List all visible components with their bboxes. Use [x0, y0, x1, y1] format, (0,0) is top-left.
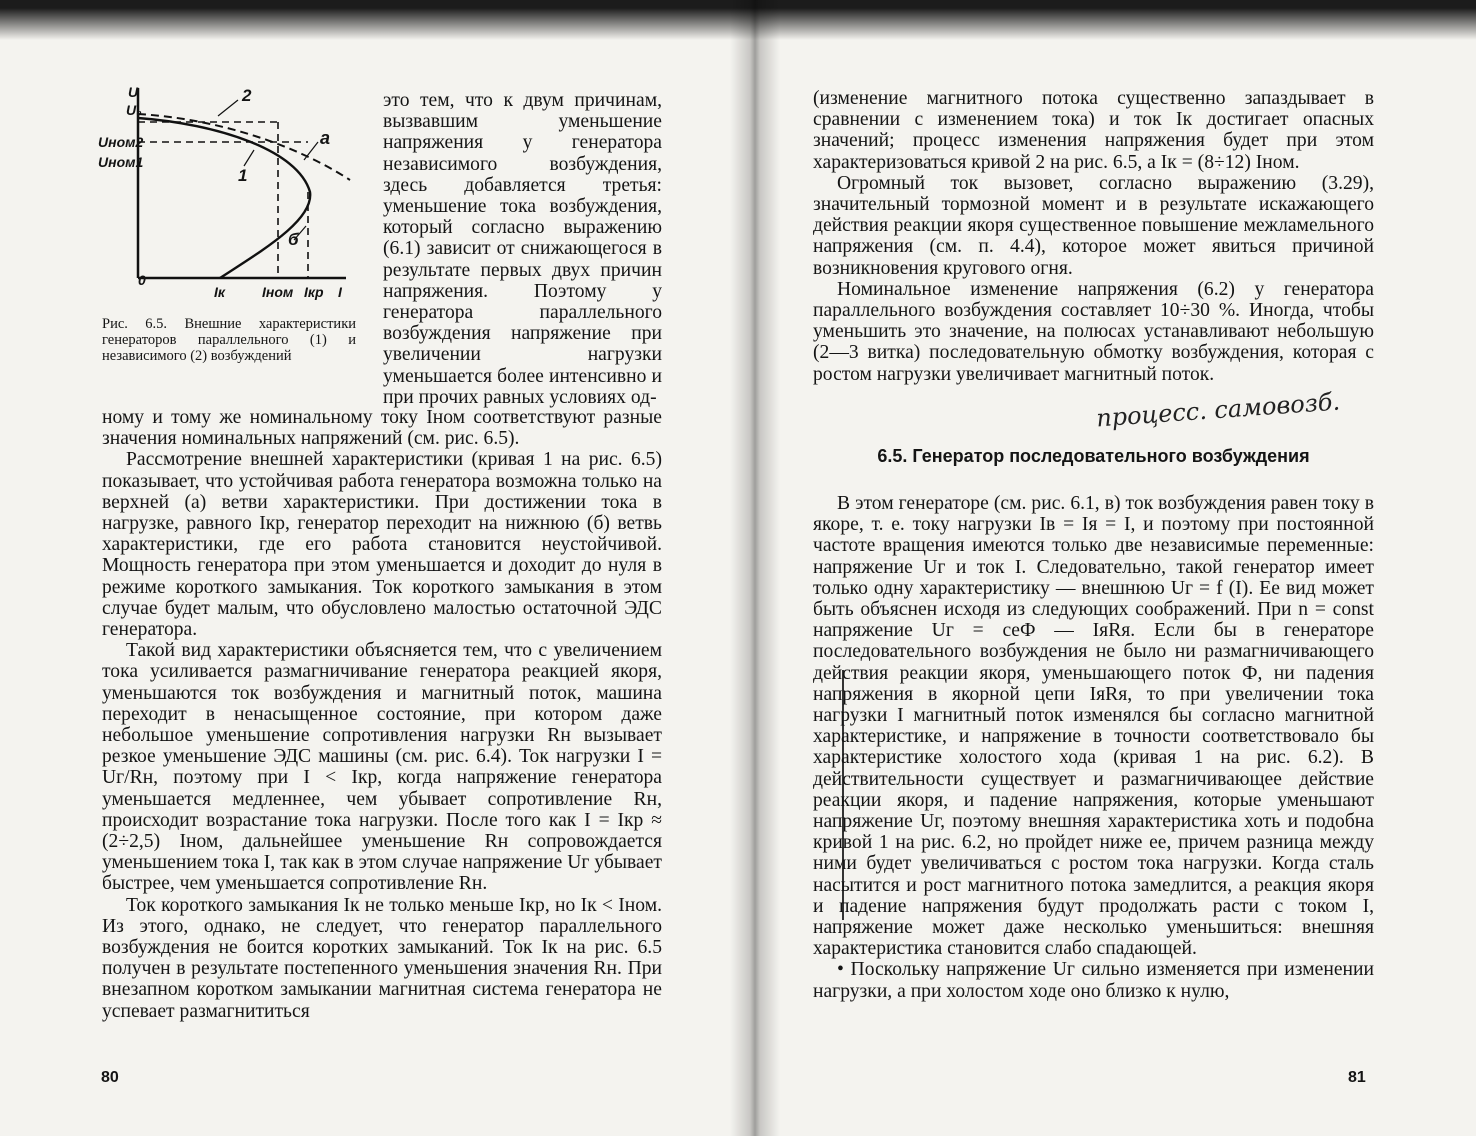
paragraph: Ток короткого замыкания Iк не только меньше Iкр, но Iк < Iном. Из этого, однако, не следует, что генератор параллельного возбуждения не боится коротких замыканий. Ток Iк на рис. 6.5 получен в результате постепенного уменьшения значения Rн. При внезапном коротком замыкании магнитная система генератора не успевает размагнититься — [102, 894, 662, 1022]
right-page — [770, 0, 1476, 1136]
x-axis-label-i: I — [338, 284, 342, 300]
label-1-pointer — [244, 150, 254, 166]
handwritten-note: процесс. самовозб. — [1095, 387, 1341, 433]
paragraph: • Поскольку напряжение Uг сильно изменяется при изменении нагрузки, а при холостом ходе оно близко к нулю, — [813, 959, 1374, 1002]
figure-caption: Рис. 6.5. Внешние характеристики генераторов параллельного (1) и независимого (2) возбуждений — [102, 316, 356, 364]
paragraph: это тем, что к двум причинам, вызвавшим уменьшение напряжения у генератора независимого возбуждения, здесь добавляется третья: уменьшение тока возбуждения, который согласно выражению (6.1) зависит от снижающегося в результате первых двух причин напряжения. Поэтому у генератора параллельного возбуждения напряжение при увеличении нагрузки уменьшается более интенсивно и при прочих равных условиях од- — [383, 90, 662, 408]
y-axis-label-u: U — [128, 84, 139, 100]
page-number: 80 — [101, 1069, 119, 1086]
wide-column-text — [102, 407, 662, 1022]
paragraph: ному и тому же номинальному току Iном соответствуют разные значения номинальных напряжений (см. рис. 6.5). — [102, 407, 662, 450]
branch-label-a: a — [320, 128, 331, 148]
paragraph: В этом генераторе (см. рис. 6.1, в) ток возбуждения равен току в якоре, т. е. току нагрузки Iв = Iя = I, и поэтому при постоянной частоте вращения имеются только две независимые переменные: напряжение Uг и ток I. Следовательно, такой генератор имеет только одну характеристику — внешнюю Uг = f (I). Ее вид может быть объяснен исходя из следующих соображений. При n = const напряжение Uг = ceФ — IяRя. Если бы в генераторе последовательного возбуждения не было ни размагничивающего действия реакции якоря, уменьшающего поток Ф, ни падения напряжения в якорной цепи IяRя, то при увеличении тока нагрузки I магнитный поток изменялся бы согласно магнитной характеристике, и напряжение в точности соответствовало бы характеристике холостого хода (кривая 1 на рис. 6.2). В действительности существует и размагничивающее действие реакции якоря, и падение напряжения, которые уменьшают напряжение Uг, поэтому внешняя характеристика хоть и подобна кривой 1 на рис. 6.2, но пройдет ниже ее, причем разница между ними будет увеличиваться с ростом тока нагрузки. Когда сталь насытится и рост магнитного потока замедлится, а реакция якоря и падение напряжения будут продолжать расти с током I, напряжение может даже несколько уменьшиться: внешняя характеристика становится слабо спадающей. — [813, 493, 1374, 960]
right-body-text — [813, 493, 1374, 1002]
curve-label-1: 1 — [238, 166, 248, 185]
paragraph: (изменение магнитного потока существенно запаздывает в сравнении с изменением тока) и ток Iк достигает опасных значений; процесс изменения напряжения будет при этом характеризоваться кривой 2 на рис. 6.5, а Iк = (8÷12) Iном. — [813, 88, 1374, 173]
y-axis-label-u-nom1: Uном1 — [98, 154, 144, 170]
y-axis-label-u-nom2: Uном2 — [98, 134, 144, 150]
curve-label-2: 2 — [242, 86, 252, 105]
x-axis-label-ikr: Iкр — [304, 284, 324, 300]
label-2-pointer — [218, 100, 238, 116]
origin-label: 0 — [138, 272, 146, 288]
y-axis-label-u0: U₀ — [126, 102, 142, 118]
narrow-column-text — [383, 90, 662, 408]
section-heading: 6.5. Генератор последовательного возбуждения — [877, 446, 1310, 466]
branch-label-b: б — [288, 230, 299, 249]
right-top-text — [813, 88, 1374, 385]
x-axis-label-ik: Iк — [214, 284, 225, 300]
paragraph: Номинальное изменение напряжения (6.2) у генератора параллельного возбуждения составляет 10÷30 %. Иногда, чтобы уменьшить это значение, на полюсах устанавливают небольшую (2—3 витка) последовательную обмотку возбуждения, которая с ростом нагрузки увеличивает магнитный поток. — [813, 278, 1374, 385]
label-a-pointer — [304, 142, 318, 160]
paragraph: Рассмотрение внешней характеристики (кривая 1 на рис. 6.5) показывает, что устойчивая работа генератора возможна только на верхней (а) ветви характеристики. При достижении тока в нагрузке, равного Iкр, генератор переходит на нижнюю (б) ветвь характеристики, где его работа становится неустойчивой. Мощность генератора при этом уменьшается и доходит до нуля в режиме короткого замыкания. Ток короткого замыкания в этом случае будет малым, что обусловлено малостью остаточной ЭДС генератора. — [102, 449, 662, 641]
x-axis-label-inom: Iном — [262, 284, 294, 300]
page-number: 81 — [1348, 1069, 1366, 1086]
paragraph: Такой вид характеристики объясняется тем, что с увеличением тока усиливается размагничивание генератора реакцией якоря, уменьшаются ток возбуждения и магнитный поток, машина переходит в ненасыщенное состояние, при котором даже небольшое уменьшение сопротивления нагрузки Rн вызывает резкое уменьшение ЭДС машины (см. рис. 6.4). Ток нагрузки I = Uг/Rн, поэтому при I < Iкр, когда напряжение генератора уменьшается медленнее, чем убывает сопротивление Rн, происходит возрастание тока нагрузки. После того как I = Iкр ≈ (2÷2,5) Iном, дальнейшее уменьшение Rн сопровождается уменьшением тока I, так как в этом случае напряжение Uг убывает быстрее, чем уменьшается сопротивление Rн. — [102, 640, 662, 895]
figure-6-5 — [98, 80, 360, 312]
paragraph: Огромный ток вызовет, согласно выражению (3.29), значительный тормозной момент и в результате искажающего действия реакции якоря существенное повышение межламельного напряжения (см. п. 4.4), которое может явиться причиной возникновения кругового огня. — [813, 172, 1374, 279]
